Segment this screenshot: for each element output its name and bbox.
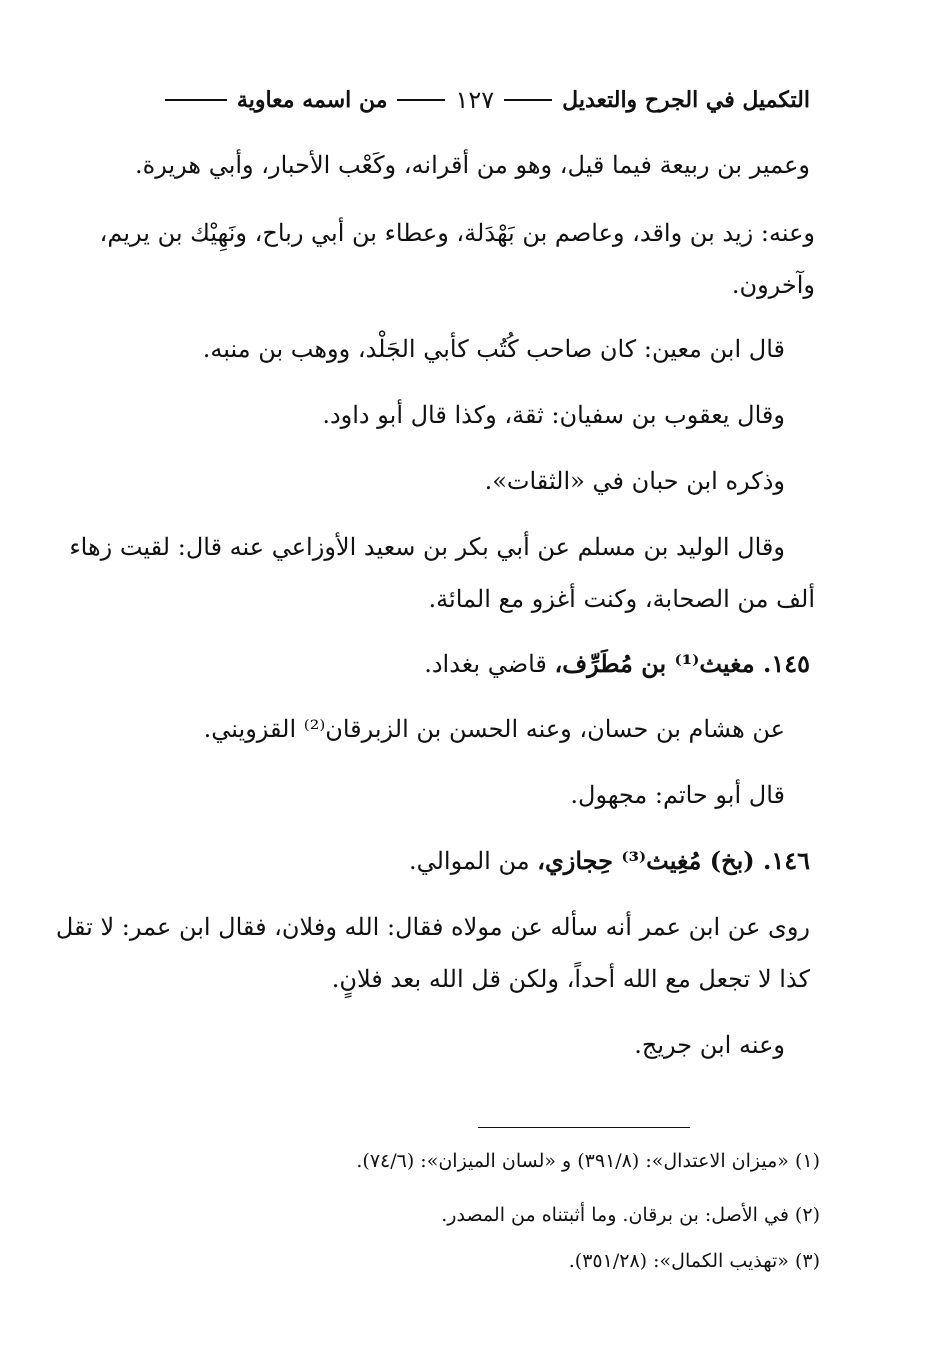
entry-146-text: من الموالي. xyxy=(408,847,538,875)
text-line: عن هشام بن حسان، وعنه الحسن بن الزبرقان⁽²⁾ القزويني. xyxy=(203,715,785,743)
text-line: وذكره ابن حبان في «الثقات». xyxy=(484,467,785,495)
entry-145-heading: ١٤٥. مغيث⁽¹⁾ بن مُطَرِّف، xyxy=(554,649,810,678)
text-line: قال ابن معين: كان صاحب كُتُب كأبي الجَلْد، ووهب بن منبه. xyxy=(202,335,785,363)
entry-145-text: قاضي بغداد. xyxy=(424,650,555,678)
footnote-2: (٢) في الأصل: بن برقان. وما أثبتناه من المصدر. xyxy=(441,1204,820,1226)
header-dash xyxy=(165,99,227,101)
text-line: وعنه ابن جريج. xyxy=(634,1031,785,1059)
page-number: ١٢٧ xyxy=(455,86,495,114)
text-line: وآخرون. xyxy=(731,271,815,299)
running-header xyxy=(120,80,810,120)
entry-146-heading: ١٤٦. (بخ) مُغِيث⁽³⁾ حِجازي، xyxy=(537,846,810,875)
section-title: من اسمه معاوية xyxy=(236,87,388,113)
text-line: وقال الوليد بن مسلم عن أبي بكر بن سعيد الأوزاعي عنه قال: لقيت زهاء xyxy=(69,533,785,561)
text-line: روى عن ابن عمر أنه سأله عن مولاه فقال: الله وفلان، فقال ابن عمر: لا تقل xyxy=(55,913,810,941)
footnote-separator xyxy=(478,1127,690,1128)
text-line: ألف من الصحابة، وكنت أغزو مع المائة. xyxy=(428,585,815,613)
entry-146 xyxy=(409,842,810,880)
text-line: قال أبو حاتم: مجهول. xyxy=(570,781,785,809)
footnote-1: (١) «ميزان الاعتدال»: (٣٩١/٨) و «لسان الميزان»: (٧٤/٦). xyxy=(356,1150,820,1172)
header-dash xyxy=(397,99,445,101)
text-line: وقال يعقوب بن سفيان: ثقة، وكذا قال أبو داود. xyxy=(322,401,785,429)
book-title: التكميل في الجرح والتعديل xyxy=(562,87,810,113)
text-line: كذا لا تجعل مع الله أحداً، ولكن قل الله بعد فلانٍ. xyxy=(331,965,810,993)
footnote-3: (٣) «تهذيب الكمال»: (٣٥١/٢٨). xyxy=(568,1250,820,1272)
header-dash xyxy=(504,99,552,101)
text-line: وعمير بن ربيعة فيما قيل، وهو من أقرانه، وكَعْب الأحبار، وأبي هريرة. xyxy=(135,151,810,179)
text-line: وعنه: زيد بن واقد، وعاصم بن بَهْدَلة، وعطاء بن أبي رباح، ونَهِيْك بن يريم، xyxy=(99,219,815,247)
entry-145 xyxy=(424,645,810,683)
